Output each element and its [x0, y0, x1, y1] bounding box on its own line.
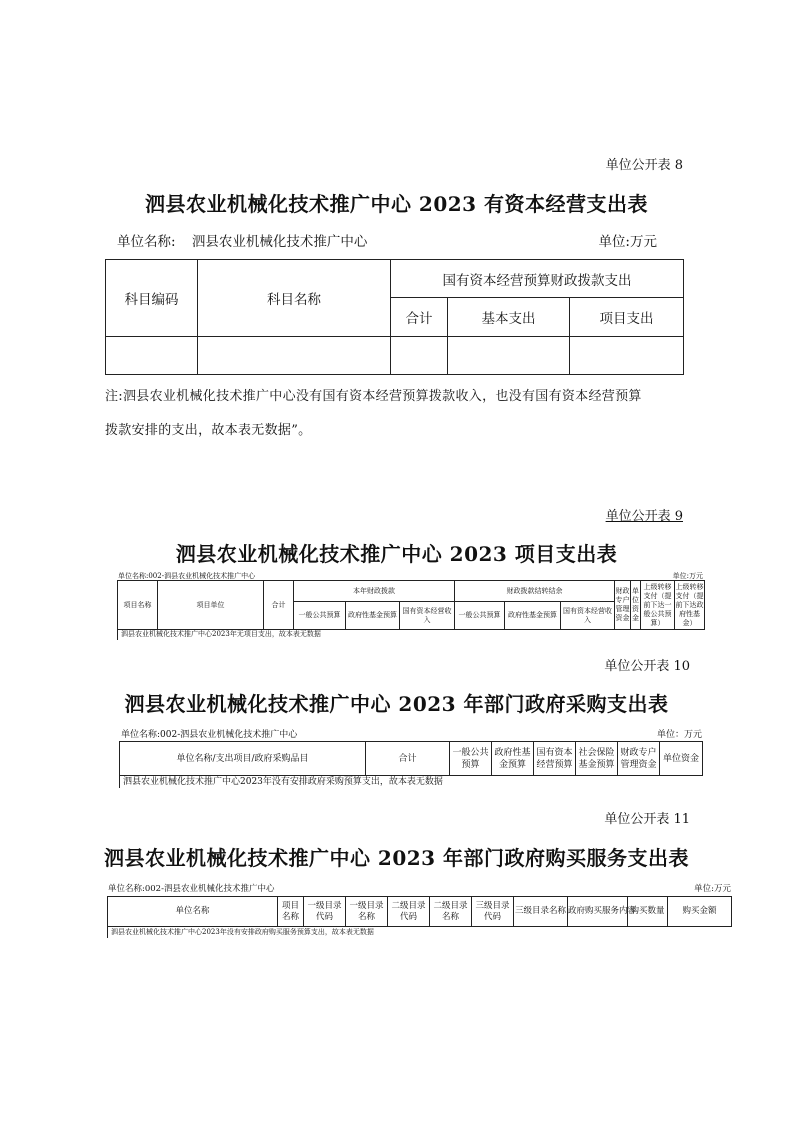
col-gov-fund: 政府性基金预算	[492, 742, 534, 776]
table11	[107, 896, 732, 938]
col-own: 单位资金	[631, 581, 641, 630]
table11-title: 泗县农业机械化技术推广中心 2023 年部门政府购买服务支出表	[103, 846, 690, 870]
unit-name-value: 泗县农业机械化技术推广中心	[191, 234, 368, 250]
col-special: 财政专户管理资金	[618, 742, 660, 776]
table11-note: 泗县农业机械化技术推广中心2023年没有安排政府购买服务预算支出，故本表无数据	[108, 927, 732, 939]
col-state-capital: 国有资本经营预算	[534, 742, 576, 776]
col-l3name: 三级目录名称	[514, 897, 568, 927]
col-code: 科目编码	[106, 260, 198, 337]
col-content: 政府购买服务内容	[568, 897, 628, 927]
table8	[105, 259, 684, 375]
col-amount: 购买金额	[668, 897, 732, 927]
col-l1code: 一级目录代码	[304, 897, 346, 927]
table10-note: 泗县农业机械化技术推广中心2023年没有安排政府采购预算支出，故本表无数据	[120, 776, 703, 789]
col-state-capital: 国有资本经营收入	[400, 602, 455, 630]
table9	[117, 580, 705, 640]
col-project: 项目支出	[570, 298, 684, 337]
unit-name-label: 单位名称:	[117, 234, 176, 250]
col-gov-fund: 政府性基金预算	[346, 602, 400, 630]
table9-unit-name: 单位名称:002-泗县农业机械化技术推广中心	[118, 572, 256, 580]
table11-unit-name: 单位名称:002-泗县农业机械化技术推广中心	[108, 884, 275, 894]
table-row	[118, 630, 705, 640]
col-gov-fund2: 政府性基金预算	[505, 602, 561, 630]
col-carryover: 财政拨款结转结余	[455, 581, 615, 602]
col-project-unit: 项目单位	[158, 581, 264, 630]
table8-unit-name	[117, 230, 367, 250]
table-row	[120, 776, 703, 789]
table11-unit: 单位:万元	[694, 884, 731, 894]
col-qty: 购买数量	[628, 897, 668, 927]
col-upper2: 上级转移支付（提前下达政府性基金）	[675, 581, 705, 630]
table9-note: 泗县农业机械化技术推广中心2023年无项目支出，故本表无数据	[118, 630, 705, 640]
table-row	[108, 927, 732, 939]
col-l2code: 二级目录代码	[388, 897, 430, 927]
col-total: 合计	[391, 298, 448, 337]
col-basic: 基本支出	[448, 298, 570, 337]
col-group: 国有资本经营预算财政拨款支出	[391, 260, 684, 298]
table8-unit: 单位:万元	[598, 234, 657, 250]
col-upper1: 上级转移支付（提前下达一般公共预算）	[641, 581, 675, 630]
table10-title: 泗县农业机械化技术推广中心 2023 年部门政府采购支出表	[124, 692, 669, 716]
col-l3code: 三级目录代码	[472, 897, 514, 927]
col-item: 单位名称/支出项目/政府采购品目	[120, 742, 366, 776]
table8-tag: 单位公开表 8	[605, 158, 683, 173]
table10	[119, 741, 703, 788]
col-l1name: 一级目录名称	[346, 897, 388, 927]
col-total: 合计	[366, 742, 450, 776]
col-own: 单位资金	[660, 742, 703, 776]
table8-title: 泗县农业机械化技术推广中心 2023 有资本经营支出表	[144, 192, 649, 216]
table9-tag: 单位公开表 9	[605, 509, 683, 524]
table8-note	[105, 380, 695, 448]
note-line-1: 注:泗县农业机械化技术推广中心没有国有资本经营预算拨款收入，也没有国有资本经营预算	[105, 389, 642, 404]
col-total: 合计	[264, 581, 294, 630]
table-row	[106, 337, 684, 375]
col-project-name: 项目名称	[118, 581, 158, 630]
col-special: 财政专户管理资金	[615, 581, 631, 630]
col-general: 一般公共预算	[450, 742, 492, 776]
table10-unit-name: 单位名称:002-泗县农业机械化技术推广中心	[121, 730, 298, 740]
col-state-capital2: 国有资本经营收入	[561, 602, 615, 630]
table10-unit: 单位：万元	[656, 730, 702, 740]
table10-tag: 单位公开表 10	[604, 659, 690, 674]
table9-unit: 单位:万元	[672, 572, 703, 580]
col-l2name: 二级目录名称	[430, 897, 472, 927]
col-project: 项目名称	[278, 897, 304, 927]
table9-title: 泗县农业机械化技术推广中心 2023 项目支出表	[175, 542, 618, 566]
col-unit: 单位名称	[108, 897, 278, 927]
col-general: 一般公共预算	[294, 602, 346, 630]
col-this-year: 本年财政拨款	[294, 581, 455, 602]
note-line-2: 拨款安排的支出，故本表无数据”。	[105, 423, 312, 438]
col-name: 科目名称	[198, 260, 391, 337]
table11-tag: 单位公开表 11	[604, 812, 690, 827]
col-social: 社会保险基金预算	[576, 742, 618, 776]
col-general2: 一般公共预算	[455, 602, 505, 630]
